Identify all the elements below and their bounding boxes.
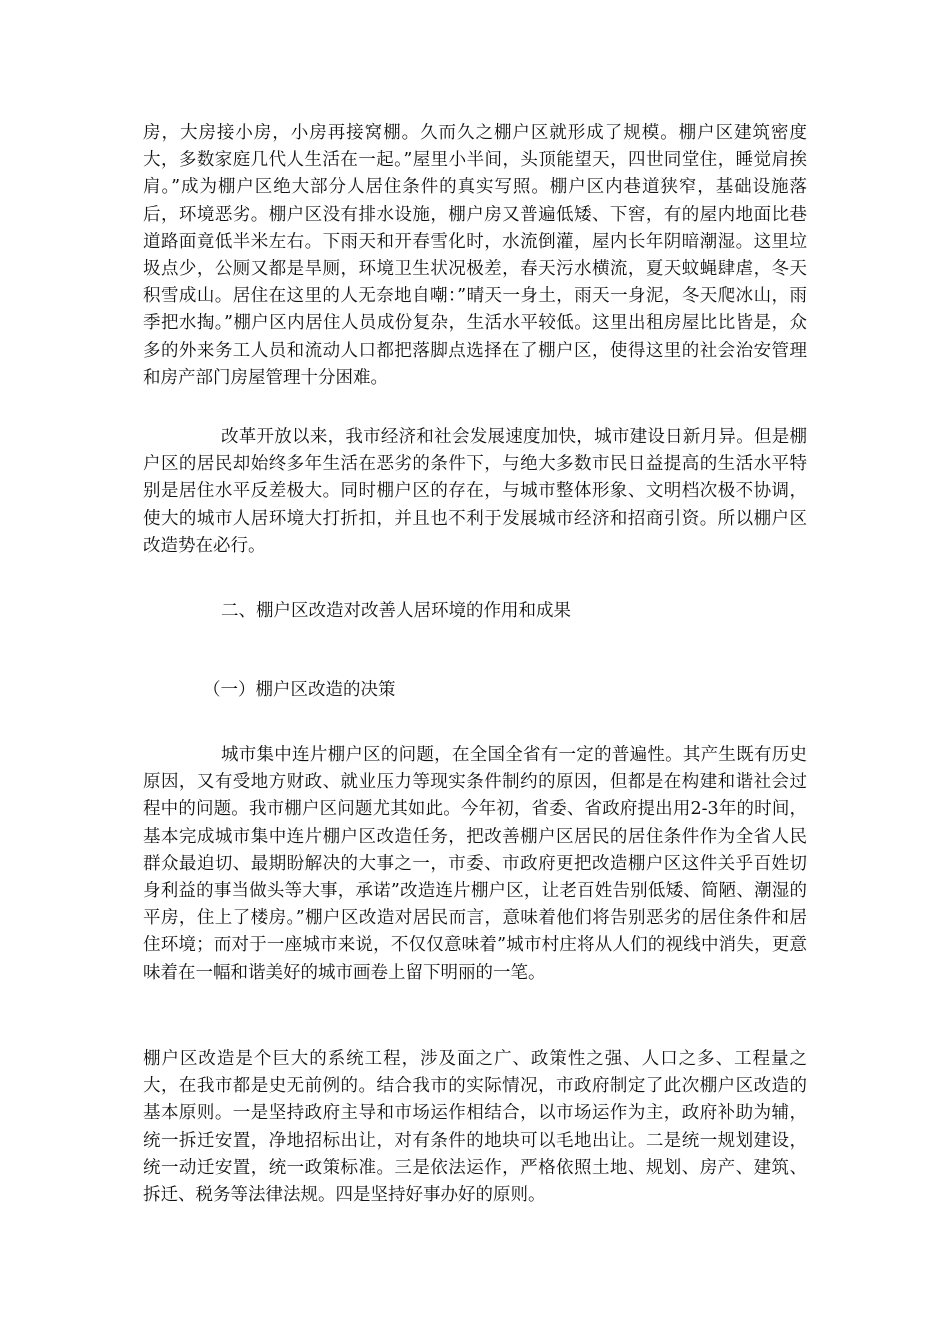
paragraph-decision: 城市集中连片棚户区的问题，在全国全省有一定的普遍性。其产生既有历史原因，又有受地方财政、就业压力等现实条件制约的原因，但都是在构建和谐社会过程中的问题。我市棚户区问题尤其如此。今年初，省委、省政府提出用2-3年的时间，基本完成城市集中连片棚户区改造任务，把改善棚户区居民的居住条件作为全省人民群众最迫切、最期盼解决的大事之一，市委、市政府更把改造棚户区这件关乎百姓切身利益的事当做头等大事，承诺”改造连片棚户区，让老百姓告别低矮、简陋、潮湿的平房，住上了楼房。”棚户区改造对居民而言，意味着他们将告别恶劣的居住条件和居住环境；而对于一座城市来说，不仅仅意味着”城市村庄将从人们的视线中消失，更意味着在一幅和谐美好的城市画卷上留下明丽的一笔。 — [143, 745, 807, 983]
paragraph-reform-background: 改革开放以来，我市经济和社会发展速度加快，城市建设日新月异。但是棚户区的居民却始终多年生活在恶劣的条件下，与绝大多数市民日益提高的生活水平特别是居住水平反差极大。同时棚户区的存在，与城市整体形象、文明档次极不协调，使大的城市人居环境大打折扣，并且也不利于发展城市经济和招商引资。所以棚户区改造势在必行。 — [143, 427, 807, 556]
section-heading: 二、棚户区改造对改善人居环境的作用和成果 — [221, 601, 571, 621]
paragraph-principles: 棚户区改造是个巨大的系统工程，涉及面之广、政策性之强、人口之多、工程量之大，在我市都是史无前例的。结合我市的实际情况，市政府制定了此次棚户区改造的基本原则。一是坚持政府主导和市场运作相结合，以市场运作为主，政府补助为辅，统一拆迁安置，净地招标出让，对有条件的地块可以毛地出让。二是统一规划建设，统一动迁安置，统一政策标准。三是依法运作，严格依照土地、规划、房产、建筑、拆迁、税务等法律法规。四是坚持好事办好的原则。 — [143, 1049, 807, 1206]
paragraph-shantytown-conditions: 房，大房接小房，小房再接窝棚。久而久之棚户区就形成了规模。棚户区建筑密度大，多数家庭几代人生活在一起。”屋里小半间，头顶能望天，四世同堂住，睡觉肩挨肩。”成为棚户区绝大部分人居住条件的真实写照。棚户区内巷道狭窄，基础设施落后，环境恶劣。棚户区没有排水设施，棚户房又普遍低矮、下窖，有的屋内地面比巷道路面竟低半米左右。下雨天和开春雪化时，水流倒灌，屋内长年阴暗潮湿。这里垃圾点少，公厕又都是旱厕，环境卫生状况极差，春天污水横流，夏天蚊蝇肆虐，冬天积雪成山。居住在这里的人无奈地自嘲：”晴天一身土，雨天一身泥，冬天爬冰山，雨季把水掏。”棚户区内居住人员成份复杂，生活水平较低。这里出租房屋比比皆是，众多的外来务工人员和流动人口都把落脚点选择在了棚户区，使得这里的社会治安管理和房产部门房屋管理十分困难。 — [143, 123, 807, 388]
subsection-heading: （一）棚户区改造的决策 — [203, 680, 396, 700]
